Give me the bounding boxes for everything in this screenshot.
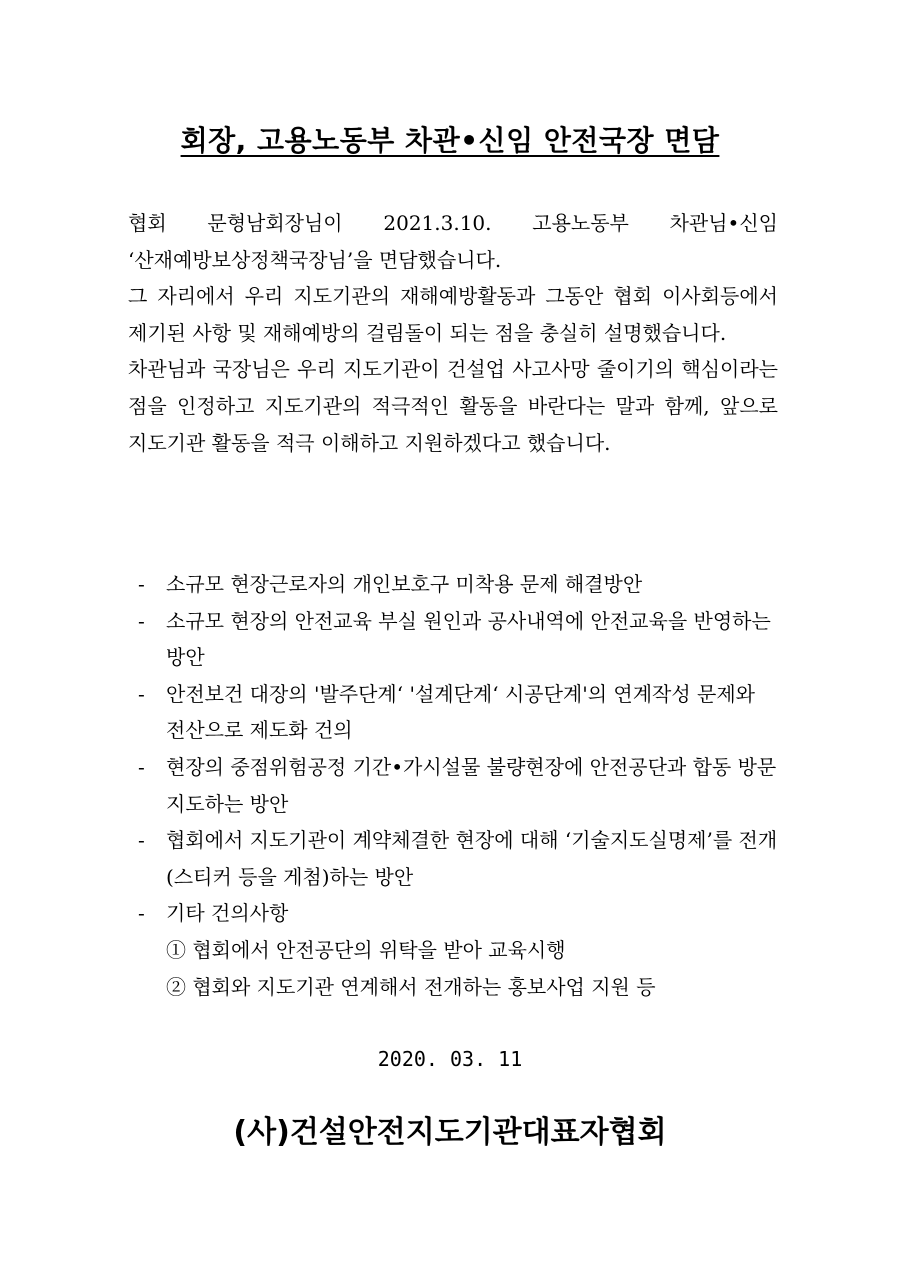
sub-list-item: ① 협회에서 안전공단의 위탁을 받아 교육시행 bbox=[166, 937, 566, 962]
list-item-text: 현장의 중점위험공정 기간•가시설물 불량현장에 안전공단과 합동 방문지도하는 방안 bbox=[166, 754, 777, 816]
paragraph-explanation: 그 자리에서 우리 지도기관의 재해예방활동과 그동안 협회 이사회등에서 제기된 사항 및 재해예방의 걸림돌이 되는 점을 충실히 설명했습니다. bbox=[128, 284, 778, 345]
list-item bbox=[138, 749, 778, 822]
list-dash: - bbox=[138, 608, 145, 633]
list-item bbox=[138, 603, 778, 676]
list-item-text: 안전보건 대장의 '발주단계‘ '설계단계‘ 시공단계'의 연계작성 문제와 전산으로 제도화 건의 bbox=[166, 681, 755, 743]
sub-list-item: ② 협회와 지도기관 연계해서 전개하는 홍보사업 지원 등 bbox=[166, 974, 656, 999]
paragraph-meeting: 협회 문형남회장님이 2021.3.10. 고용노동부 차관님•신임 ‘산재예방보상정책국장님’을 면담했습니다. bbox=[128, 211, 778, 272]
document-date: 2020. 03. 11 bbox=[377, 1047, 523, 1071]
list-dash: - bbox=[138, 681, 145, 706]
list-item-text: 기타 건의사항 bbox=[166, 901, 289, 926]
paragraph-response: 차관님과 국장님은 우리 지도기관이 건설업 사고사망 줄이기의 핵심이라는 점을 인정하고 지도기관의 적극적인 활동을 바란다는 말과 함께, 앞으로 지도기관 활동을 적극 이해하고 지원하겠다고 했습니다. bbox=[128, 357, 778, 455]
list-item bbox=[138, 895, 778, 932]
list-dash: - bbox=[138, 572, 145, 596]
organization-name: (사)건설안전지도기관대표자협회 bbox=[233, 1115, 667, 1150]
list-dash: - bbox=[138, 828, 145, 853]
body-paragraphs bbox=[128, 205, 778, 461]
list-item bbox=[138, 566, 778, 603]
list-item bbox=[138, 676, 778, 749]
list-item-text: 협회에서 지도기관이 계약체결한 현장에 대해 ‘기술지도실명제’를 전개(스티커 등을 게첨)하는 방안 bbox=[166, 828, 778, 889]
document-title bbox=[0, 121, 900, 161]
agenda-list bbox=[138, 566, 778, 1005]
document-title-text: 회장, 고용노동부 차관•신임 안전국장 면담 bbox=[180, 124, 720, 157]
list-item-text: 소규모 현장근로자의 개인보호구 미착용 문제 해결방안 bbox=[166, 572, 643, 596]
list-dash: - bbox=[138, 901, 145, 926]
list-dash: - bbox=[138, 754, 145, 779]
list-item-text: 소규모 현장의 안전교육 부실 원인과 공사내역에 안전교육을 반영하는 방안 bbox=[166, 608, 771, 670]
list-item bbox=[138, 822, 778, 895]
